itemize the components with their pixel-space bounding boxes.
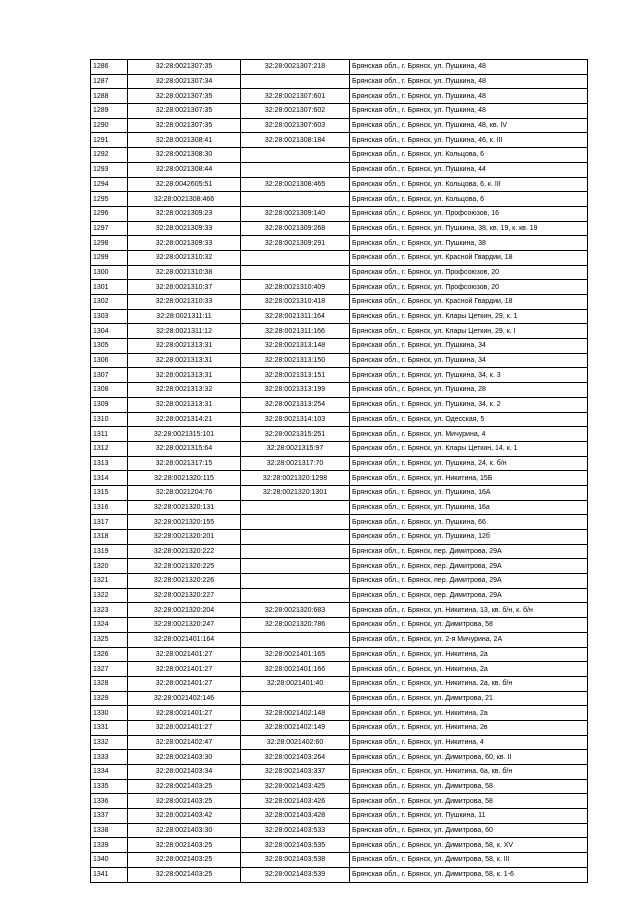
row-number: 1289: [91, 104, 128, 119]
address-cell: Брянская обл., г. Брянск, ул. Мичурина, 4: [350, 427, 588, 442]
cadastral-number-land: 32:28:0021310:37: [128, 280, 241, 295]
table-row: [91, 192, 588, 207]
row-number: 1292: [91, 148, 128, 163]
cadastral-number-land: 32:28:0021403:25: [128, 867, 241, 882]
cadastral-number-object: 32:28:0021308:184: [241, 133, 350, 148]
address-cell: Брянская обл., г. Брянск, ул. Димитрова, 21: [350, 691, 588, 706]
cadastral-number-land: 32:28:0042605:51: [128, 177, 241, 192]
address-cell: Брянская обл., г. Брянск, ул. Никитина, 2а, кв. б/н: [350, 676, 588, 691]
table-row: [91, 412, 588, 427]
address-cell: Брянская обл., г. Брянск, ул. Никитина, 2а: [350, 706, 588, 721]
table-row: [91, 603, 588, 618]
table-row: [91, 574, 588, 589]
cadastral-number-land: 32:28:0021401:27: [128, 720, 241, 735]
table-row: [91, 735, 588, 750]
cadastral-number-object: 32:28:0021309:140: [241, 206, 350, 221]
table-row: [91, 779, 588, 794]
row-number: 1331: [91, 720, 128, 735]
cadastral-number-land: 32:28:0021403:25: [128, 838, 241, 853]
cadastral-number-land: 32:28:0021403:42: [128, 809, 241, 824]
address-cell: Брянская обл., г. Брянск, ул. Димитрова, 60: [350, 823, 588, 838]
address-cell: Брянская обл., г. Брянск, ул. Кольцова, 6: [350, 148, 588, 163]
row-number: 1326: [91, 647, 128, 662]
row-number: 1294: [91, 177, 128, 192]
row-number: 1306: [91, 353, 128, 368]
row-number: 1304: [91, 324, 128, 339]
cadastral-number-land: 32:28:0021309:23: [128, 206, 241, 221]
table-row: [91, 368, 588, 383]
cadastral-number-land: 32:28:0021401:27: [128, 647, 241, 662]
cadastral-number-land: 32:28:0021307:34: [128, 74, 241, 89]
cadastral-number-object: 32:28:0021403:264: [241, 750, 350, 765]
cadastral-number-land: 32:28:0021401:27: [128, 662, 241, 677]
table-row: [91, 221, 588, 236]
cadastral-number-object: 32:28:0021309:268: [241, 221, 350, 236]
cadastral-number-object: [241, 515, 350, 530]
table-row: [91, 236, 588, 251]
table-row: [91, 148, 588, 163]
table-row: [91, 544, 588, 559]
row-number: 1300: [91, 265, 128, 280]
address-cell: Брянская обл., г. Брянск, ул. Пушкина, 34: [350, 339, 588, 354]
table-row: [91, 383, 588, 398]
row-number: 1320: [91, 559, 128, 574]
table-row: [91, 500, 588, 515]
cadastral-number-land: 32:28:0021308:30: [128, 148, 241, 163]
row-number: 1288: [91, 89, 128, 104]
cadastral-number-land: 32:28:0021401:27: [128, 676, 241, 691]
row-number: 1336: [91, 794, 128, 809]
cadastral-number-object: 32:28:0021403:426: [241, 794, 350, 809]
address-cell: Брянская обл., г. Брянск, ул. Пушкина, 34, к. 3: [350, 368, 588, 383]
row-number: 1324: [91, 618, 128, 633]
row-number: 1298: [91, 236, 128, 251]
table-row: [91, 809, 588, 824]
cadastral-number-land: 32:28:0021313:31: [128, 353, 241, 368]
address-cell: Брянская обл., г. Брянск, ул. Пушкина, 34, к. 2: [350, 397, 588, 412]
table-row: [91, 853, 588, 868]
row-number: 1314: [91, 471, 128, 486]
row-number: 1316: [91, 500, 128, 515]
address-cell: Брянская обл., г. Брянск, ул. Красной Гвардии, 18: [350, 295, 588, 310]
cadastral-number-object: 32:28:0021403:428: [241, 809, 350, 824]
row-number: 1322: [91, 588, 128, 603]
cadastral-number-land: 32:28:0021307:35: [128, 118, 241, 133]
table-row: [91, 104, 588, 119]
table-row: [91, 662, 588, 677]
table-row: [91, 750, 588, 765]
row-number: 1333: [91, 750, 128, 765]
cadastral-number-object: 32:28:0021313:254: [241, 397, 350, 412]
cadastral-number-object: 32:28:0021309:291: [241, 236, 350, 251]
table-row: [91, 618, 588, 633]
address-cell: Брянская обл., г. Брянск, ул. Пушкина, 48: [350, 74, 588, 89]
cadastral-number-object: 32:28:0021402:148: [241, 706, 350, 721]
table-row: [91, 353, 588, 368]
table-row: [91, 280, 588, 295]
cadastral-number-land: 32:28:0021307:35: [128, 104, 241, 119]
cadastral-number-land: 32:28:0021310:33: [128, 295, 241, 310]
row-number: 1302: [91, 295, 128, 310]
cadastral-number-object: 32:28:0021314:103: [241, 412, 350, 427]
address-cell: Брянская обл., г. Брянск, ул. Профсоюзов, 20: [350, 265, 588, 280]
row-number: 1329: [91, 691, 128, 706]
row-number: 1286: [91, 60, 128, 75]
cadastral-number-object: 32:28:0021401:40: [241, 676, 350, 691]
cadastral-number-land: 32:28:0021204:76: [128, 485, 241, 500]
address-cell: Брянская обл., г. Брянск, ул. Никитина, 2а: [350, 662, 588, 677]
row-number: 1335: [91, 779, 128, 794]
cadastral-number-object: [241, 632, 350, 647]
cadastral-number-land: 32:28:0021307:35: [128, 60, 241, 75]
cadastral-number-object: [241, 162, 350, 177]
address-cell: Брянская обл., г. Брянск, ул. Димитрова, 58, к. III: [350, 853, 588, 868]
cadastral-number-object: 32:28:0021402:149: [241, 720, 350, 735]
row-number: 1332: [91, 735, 128, 750]
row-number: 1311: [91, 427, 128, 442]
table-row: [91, 177, 588, 192]
table-row: [91, 867, 588, 882]
cadastral-number-object: [241, 559, 350, 574]
cadastral-number-object: [241, 500, 350, 515]
address-cell: Брянская обл., г. Брянск, ул. Пушкина, 48, кв. IV: [350, 118, 588, 133]
table-row: [91, 441, 588, 456]
cadastral-number-object: 32:28:0021310:409: [241, 280, 350, 295]
cadastral-number-land: 32:28:0021320:225: [128, 559, 241, 574]
row-number: 1319: [91, 544, 128, 559]
row-number: 1327: [91, 662, 128, 677]
row-number: 1297: [91, 221, 128, 236]
address-cell: Брянская обл., г. Брянск, пер. Димитрова, 29А: [350, 574, 588, 589]
cadastral-number-land: 32:28:0021320:227: [128, 588, 241, 603]
cadastral-number-land: 32:28:0021313:31: [128, 339, 241, 354]
cadastral-number-object: [241, 265, 350, 280]
cadastral-number-land: 32:28:0021320:115: [128, 471, 241, 486]
address-cell: Брянская обл., г. Брянск, ул. Клары Цеткин, 29, к. I: [350, 324, 588, 339]
cadastral-number-object: 32:28:0021307:603: [241, 118, 350, 133]
cadastral-number-object: [241, 574, 350, 589]
cadastral-number-object: 32:28:0021307:218: [241, 60, 350, 75]
address-cell: Брянская обл., г. Брянск, ул. Пушкина, 11: [350, 809, 588, 824]
cadastral-number-object: 32:28:0021310:418: [241, 295, 350, 310]
cadastral-number-object: 32:28:0021401:165: [241, 647, 350, 662]
address-cell: Брянская обл., г. Брянск, ул. Пушкина, 28: [350, 383, 588, 398]
table-row: [91, 118, 588, 133]
cadastral-number-land: 32:28:0021403:30: [128, 823, 241, 838]
address-cell: Брянская обл., г. Брянск, ул. Димитрова, 58, к. XV: [350, 838, 588, 853]
address-cell: Брянская обл., г. Брянск, ул. Никитина, 15Б: [350, 471, 588, 486]
address-cell: Брянская обл., г. Брянск, ул. Пушкина, 38, кв. 19, к. кв. 19: [350, 221, 588, 236]
address-cell: Брянская обл., г. Брянск, ул. Пушкина, 12б: [350, 530, 588, 545]
table-row: [91, 559, 588, 574]
cadastral-number-land: 32:28:0021403:30: [128, 750, 241, 765]
table-row: [91, 632, 588, 647]
address-cell: Брянская обл., г. Брянск, ул. Димитрова, 58, к. 1-6: [350, 867, 588, 882]
table-row: [91, 162, 588, 177]
address-cell: Брянская обл., г. Брянск, ул. Никитина, 4: [350, 735, 588, 750]
table-row: [91, 691, 588, 706]
address-cell: Брянская обл., г. Брянск, ул. Димитрова, 58: [350, 618, 588, 633]
cadastral-number-land: 32:28:0021403:34: [128, 765, 241, 780]
address-cell: Брянская обл., г. Брянск, пер. Димитрова, 29А: [350, 559, 588, 574]
cadastral-number-object: 32:28:0021311:166: [241, 324, 350, 339]
cadastral-number-land: 32:28:0021403:25: [128, 853, 241, 868]
table-row: [91, 265, 588, 280]
table-row: [91, 530, 588, 545]
cadastral-number-object: 32:28:0021311:164: [241, 309, 350, 324]
row-number: 1315: [91, 485, 128, 500]
cadastral-number-object: 32:28:0021403:425: [241, 779, 350, 794]
address-cell: Брянская обл., г. Брянск, ул. Никитина, 2а: [350, 647, 588, 662]
cadastral-number-object: 32:28:0021403:533: [241, 823, 350, 838]
row-number: 1313: [91, 456, 128, 471]
address-cell: Брянская обл., г. Брянск, ул. Никитина, 2в: [350, 720, 588, 735]
table-row: [91, 720, 588, 735]
cadastral-number-object: [241, 74, 350, 89]
row-number: 1328: [91, 676, 128, 691]
row-number: 1317: [91, 515, 128, 530]
row-number: 1309: [91, 397, 128, 412]
table-row: [91, 706, 588, 721]
table-row: [91, 794, 588, 809]
cadastral-number-land: 32:28:0021320:226: [128, 574, 241, 589]
address-cell: Брянская обл., г. Брянск, ул. Профсоюзов, 16: [350, 206, 588, 221]
table-row: [91, 647, 588, 662]
cadastral-number-object: 32:28:0021320:1298: [241, 471, 350, 486]
cadastral-number-object: 32:28:0021308:465: [241, 177, 350, 192]
cadastral-number-object: 32:28:0021315:251: [241, 427, 350, 442]
row-number: 1337: [91, 809, 128, 824]
table-row: [91, 89, 588, 104]
address-cell: Брянская обл., г. Брянск, ул. Пушкина, 38: [350, 236, 588, 251]
table-row: [91, 397, 588, 412]
cadastral-number-object: 32:28:0021315:97: [241, 441, 350, 456]
cadastral-number-land: 32:28:0021403:25: [128, 794, 241, 809]
address-cell: Брянская обл., г. Брянск, ул. Никитина, 6а, кв. б/н: [350, 765, 588, 780]
address-cell: Брянская обл., г. Брянск, ул. Пушкина, 44: [350, 162, 588, 177]
row-number: 1303: [91, 309, 128, 324]
row-number: 1299: [91, 250, 128, 265]
registry-table-body: [91, 60, 588, 883]
row-number: 1308: [91, 383, 128, 398]
cadastral-number-land: 32:28:0021313:31: [128, 368, 241, 383]
address-cell: Брянская обл., г. Брянск, пер. Димитрова, 29А: [350, 544, 588, 559]
table-row: [91, 456, 588, 471]
cadastral-number-object: 32:28:0021313:150: [241, 353, 350, 368]
address-cell: Брянская обл., г. Брянск, ул. Пушкина, 34: [350, 353, 588, 368]
row-number: 1330: [91, 706, 128, 721]
row-number: 1338: [91, 823, 128, 838]
cadastral-number-land: 32:28:0021320:201: [128, 530, 241, 545]
cadastral-number-land: 32:28:0021313:31: [128, 397, 241, 412]
table-row: [91, 588, 588, 603]
row-number: 1340: [91, 853, 128, 868]
address-cell: Брянская обл., г. Брянск, пер. Димитрова, 29А: [350, 588, 588, 603]
address-cell: Брянская обл., г. Брянск, ул. Кольцова, 6: [350, 192, 588, 207]
table-row: [91, 74, 588, 89]
table-row: [91, 515, 588, 530]
cadastral-number-land: 32:28:0021315:101: [128, 427, 241, 442]
row-number: 1305: [91, 339, 128, 354]
table-row: [91, 133, 588, 148]
row-number: 1310: [91, 412, 128, 427]
address-cell: Брянская обл., г. Брянск, ул. Профсоюзов, 20: [350, 280, 588, 295]
address-cell: Брянская обл., г. Брянск, ул. Димитрова, 60, кв. II: [350, 750, 588, 765]
row-number: 1325: [91, 632, 128, 647]
table-row: [91, 765, 588, 780]
row-number: 1291: [91, 133, 128, 148]
cadastral-number-object: 32:28:0021403:337: [241, 765, 350, 780]
cadastral-number-object: [241, 148, 350, 163]
table-row: [91, 676, 588, 691]
cadastral-number-land: 32:28:0021403:25: [128, 779, 241, 794]
address-cell: Брянская обл., г. Брянск, ул. Никитина, 13, кв. б/н, к. б/н: [350, 603, 588, 618]
cadastral-number-land: 32:28:0021309:33: [128, 236, 241, 251]
cadastral-number-land: 32:28:0021311:12: [128, 324, 241, 339]
cadastral-number-land: 32:28:0021317:15: [128, 456, 241, 471]
table-row: [91, 309, 588, 324]
registry-table: [90, 59, 588, 883]
cadastral-number-land: 32:28:0021313:32: [128, 383, 241, 398]
address-cell: Брянская обл., г. Брянск, ул. 2-я Мичурина, 2А: [350, 632, 588, 647]
cadastral-number-object: 32:28:0021307:601: [241, 89, 350, 104]
row-number: 1339: [91, 838, 128, 853]
cadastral-number-object: 32:28:0021320:1301: [241, 485, 350, 500]
row-number: 1321: [91, 574, 128, 589]
address-cell: Брянская обл., г. Брянск, ул. Красной Гвардии, 18: [350, 250, 588, 265]
cadastral-number-object: 32:28:0021403:538: [241, 853, 350, 868]
cadastral-number-land: 32:28:0021310:38: [128, 265, 241, 280]
table-row: [91, 250, 588, 265]
row-number: 1296: [91, 206, 128, 221]
cadastral-number-object: [241, 530, 350, 545]
cadastral-number-object: 32:28:0021313:199: [241, 383, 350, 398]
cadastral-number-land: 32:28:0021320:131: [128, 500, 241, 515]
cadastral-number-object: [241, 544, 350, 559]
cadastral-number-land: 32:28:0021307:35: [128, 89, 241, 104]
row-number: 1290: [91, 118, 128, 133]
cadastral-number-land: 32:28:0021311:11: [128, 309, 241, 324]
cadastral-number-land: 32:28:0021310:32: [128, 250, 241, 265]
table-row: [91, 823, 588, 838]
cadastral-number-object: 32:28:0021313:151: [241, 368, 350, 383]
address-cell: Брянская обл., г. Брянск, ул. Пушкина, 16а: [350, 500, 588, 515]
row-number: 1307: [91, 368, 128, 383]
cadastral-number-object: 32:28:0021307:602: [241, 104, 350, 119]
address-cell: Брянская обл., г. Брянск, ул. Пушкина, 66: [350, 515, 588, 530]
cadastral-number-object: 32:28:0021403:539: [241, 867, 350, 882]
table-row: [91, 324, 588, 339]
cadastral-number-object: 32:28:0021403:535: [241, 838, 350, 853]
table-row: [91, 427, 588, 442]
cadastral-number-object: [241, 691, 350, 706]
address-cell: Брянская обл., г. Брянск, ул. Пушкина, 16А: [350, 485, 588, 500]
cadastral-number-object: 32:28:0021401:166: [241, 662, 350, 677]
cadastral-number-land: 32:28:0021315:64: [128, 441, 241, 456]
cadastral-number-land: 32:28:0021314:21: [128, 412, 241, 427]
row-number: 1301: [91, 280, 128, 295]
address-cell: Брянская обл., г. Брянск, ул. Клары Цеткин, 29, к. 1: [350, 309, 588, 324]
table-row: [91, 339, 588, 354]
cadastral-number-object: 32:28:0021320:683: [241, 603, 350, 618]
address-cell: Брянская обл., г. Брянск, ул. Пушкина, 48: [350, 89, 588, 104]
cadastral-number-land: 32:28:0021320:222: [128, 544, 241, 559]
cadastral-number-land: 32:28:0021320:247: [128, 618, 241, 633]
row-number: 1293: [91, 162, 128, 177]
address-cell: Брянская обл., г. Брянск, ул. Клары Цеткин, 14, к. 1: [350, 441, 588, 456]
cadastral-number-object: 32:28:0021317:70: [241, 456, 350, 471]
cadastral-number-object: 32:28:0021320:786: [241, 618, 350, 633]
cadastral-number-object: 32:28:0021313:148: [241, 339, 350, 354]
cadastral-number-object: [241, 192, 350, 207]
row-number: 1334: [91, 765, 128, 780]
cadastral-number-land: 32:28:0021402:47: [128, 735, 241, 750]
row-number: 1287: [91, 74, 128, 89]
row-number: 1323: [91, 603, 128, 618]
row-number: 1295: [91, 192, 128, 207]
table-row: [91, 485, 588, 500]
cadastral-number-land: 32:28:0021308:44: [128, 162, 241, 177]
cadastral-number-land: 32:28:0021402:146: [128, 691, 241, 706]
cadastral-number-object: 32:28:0021402:60: [241, 735, 350, 750]
row-number: 1318: [91, 530, 128, 545]
address-cell: Брянская обл., г. Брянск, ул. Пушкина, 24, к. б/н: [350, 456, 588, 471]
row-number: 1312: [91, 441, 128, 456]
address-cell: Брянская обл., г. Брянск, ул. Одесская, 5: [350, 412, 588, 427]
cadastral-number-land: 32:28:0021308:466: [128, 192, 241, 207]
address-cell: Брянская обл., г. Брянск, ул. Пушкина, 46, к. III: [350, 133, 588, 148]
table-row: [91, 295, 588, 310]
cadastral-number-land: 32:28:0021308:41: [128, 133, 241, 148]
table-row: [91, 471, 588, 486]
cadastral-number-land: 32:28:0021401:164: [128, 632, 241, 647]
address-cell: Брянская обл., г. Брянск, ул. Кольцова, 6, к. III: [350, 177, 588, 192]
table-row: [91, 838, 588, 853]
table-row: [91, 206, 588, 221]
address-cell: Брянская обл., г. Брянск, ул. Димитрова, 58: [350, 779, 588, 794]
cadastral-number-land: 32:28:0021401:27: [128, 706, 241, 721]
address-cell: Брянская обл., г. Брянск, ул. Пушкина, 48: [350, 60, 588, 75]
cadastral-number-object: [241, 588, 350, 603]
address-cell: Брянская обл., г. Брянск, ул. Димитрова, 58: [350, 794, 588, 809]
cadastral-number-land: 32:28:0021320:204: [128, 603, 241, 618]
cadastral-number-land: 32:28:0021320:155: [128, 515, 241, 530]
address-cell: Брянская обл., г. Брянск, ул. Пушкина, 48: [350, 104, 588, 119]
cadastral-number-object: [241, 250, 350, 265]
row-number: 1341: [91, 867, 128, 882]
table-row: [91, 60, 588, 75]
cadastral-number-land: 32:28:0021309:33: [128, 221, 241, 236]
